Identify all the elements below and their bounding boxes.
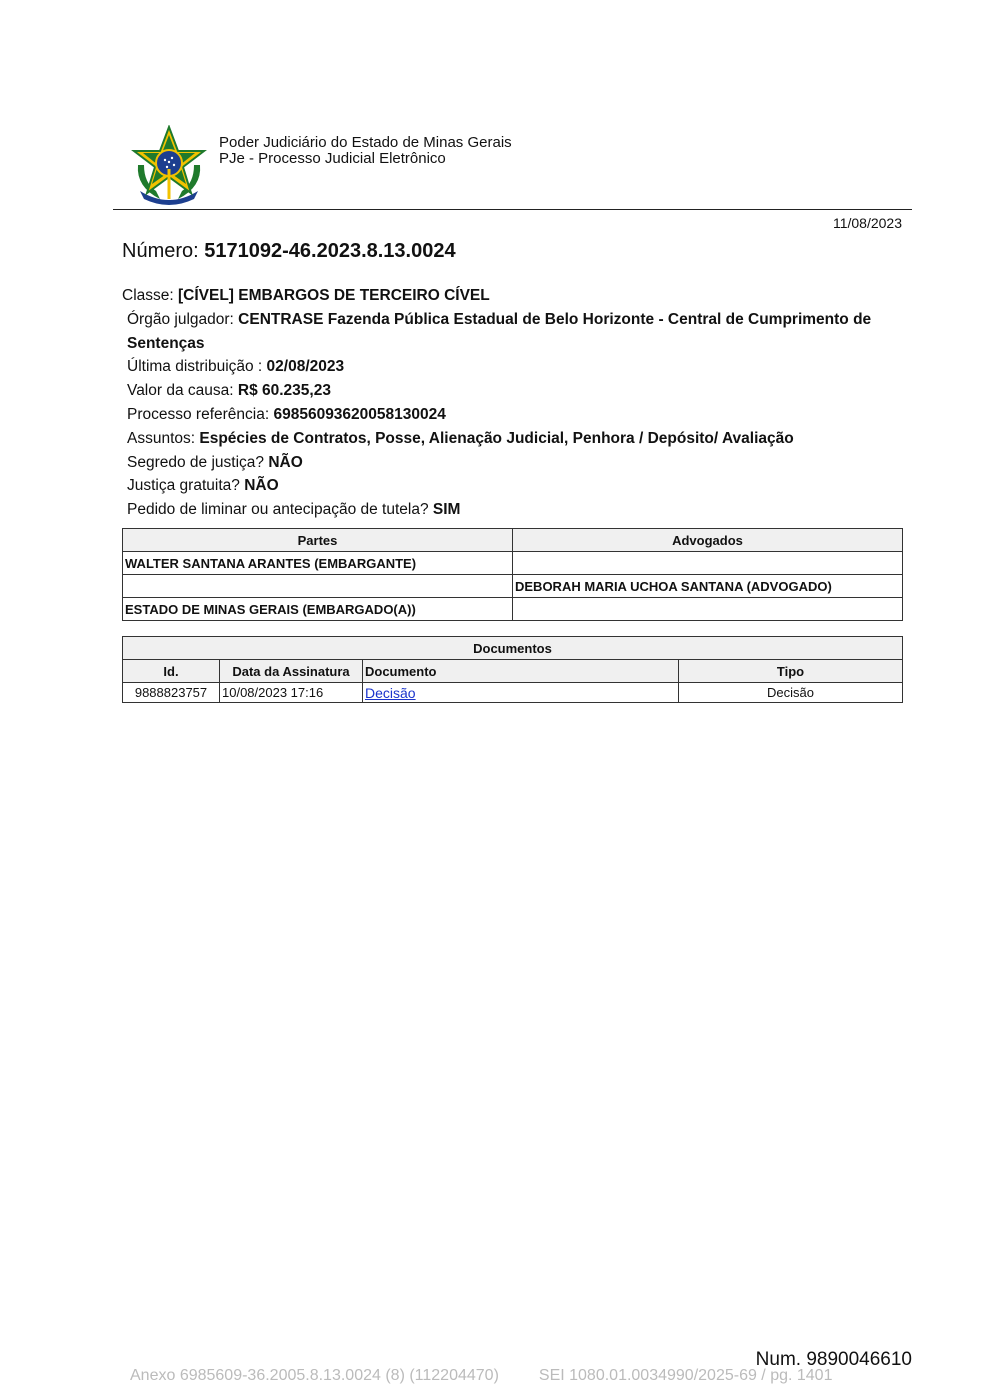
document-date: 11/08/2023 (832, 215, 902, 231)
column-header: Advogados (513, 529, 903, 552)
field-label: Classe: (122, 287, 178, 304)
field-label: Assuntos: (127, 429, 200, 447)
table-row (123, 683, 903, 703)
table-row (123, 552, 903, 575)
column-header: Data da Assinatura (220, 660, 363, 683)
annex-reference: Anexo 6985609-36.2005.8.13.0024 (8) (112204470) (130, 1367, 499, 1384)
column-header: Id. (123, 660, 220, 683)
field-value: R$ 60.235,23 (237, 382, 331, 400)
column-header: Partes (123, 529, 513, 552)
documents-header-row (123, 660, 903, 683)
field-segredo (122, 451, 902, 475)
field-value: 02/08/2023 (266, 358, 345, 376)
field-liminar (122, 498, 902, 522)
table-row (123, 575, 903, 598)
doc-name-cell (363, 683, 679, 703)
field-label: Pedido de liminar ou antecipação de tutela? (127, 501, 433, 519)
process-number-label: Número: (122, 240, 205, 262)
doc-id-cell: 9888823757 (123, 683, 220, 703)
process-details (122, 284, 902, 522)
document-num: Num. 9890046610 (755, 1349, 912, 1370)
field-label: Órgão julgador: (127, 310, 239, 328)
lawyer-cell (513, 598, 903, 621)
system-name: PJe - Processo Judicial Eletrônico (219, 150, 446, 167)
documents-table (122, 636, 903, 703)
brazil-coat-of-arms-icon (130, 125, 208, 209)
field-orgao (122, 308, 902, 356)
field-gratuita (122, 474, 902, 498)
field-distribuicao (122, 355, 902, 379)
party-cell (123, 575, 513, 598)
documents-title-row (123, 637, 903, 660)
field-label: Justiça gratuita? (127, 477, 245, 495)
field-label: Segredo de justiça? (127, 453, 269, 471)
lawyer-cell: DEBORAH MARIA UCHOA SANTANA (ADVOGADO) (513, 575, 903, 598)
column-header: Documento (363, 660, 679, 683)
doc-date-cell: 10/08/2023 17:16 (220, 683, 363, 703)
process-number (122, 240, 456, 263)
field-value: NÃO (268, 453, 303, 471)
documents-title: Documentos (123, 637, 903, 660)
header-divider (113, 209, 912, 210)
field-label: Valor da causa: (127, 382, 238, 400)
field-label: Última distribuição : (127, 358, 267, 376)
annex-footer (130, 1367, 832, 1385)
field-label: Processo referência: (127, 405, 274, 423)
parties-table (122, 528, 903, 621)
field-value: 69856093620058130024 (273, 405, 446, 423)
field-value: NÃO (244, 477, 279, 495)
field-value: Espécies de Contratos, Posse, Alienação Judicial, Penhora / Depósito/ Avaliação (199, 429, 794, 447)
field-value: CENTRASE Fazenda Pública Estadual de Belo Horizonte - Central de Cumprimento de Sentenças (127, 310, 872, 352)
field-value: [CÍVEL] EMBARGOS DE TERCEIRO CÍVEL (178, 287, 490, 304)
court-name: Poder Judiciário do Estado de Minas Gerais (219, 134, 512, 151)
party-cell: ESTADO DE MINAS GERAIS (EMBARGADO(A)) (123, 598, 513, 621)
field-classe (122, 284, 902, 308)
party-cell: WALTER SANTANA ARANTES (EMBARGANTE) (123, 552, 513, 575)
sei-reference: SEI 1080.01.0034990/2025-69 / pg. 1401 (538, 1367, 833, 1384)
table-row (123, 598, 903, 621)
parties-header-row (123, 529, 903, 552)
process-number-value: 5171092-46.2023.8.13.0024 (204, 240, 456, 262)
document-link[interactable]: Decisão (365, 684, 416, 701)
lawyer-cell (513, 552, 903, 575)
field-valor (122, 379, 902, 403)
doc-type-cell: Decisão (679, 683, 903, 703)
field-referencia (122, 403, 902, 427)
column-header: Tipo (679, 660, 903, 683)
field-assuntos (122, 427, 902, 451)
field-value: SIM (432, 501, 461, 519)
court-header (219, 135, 512, 167)
